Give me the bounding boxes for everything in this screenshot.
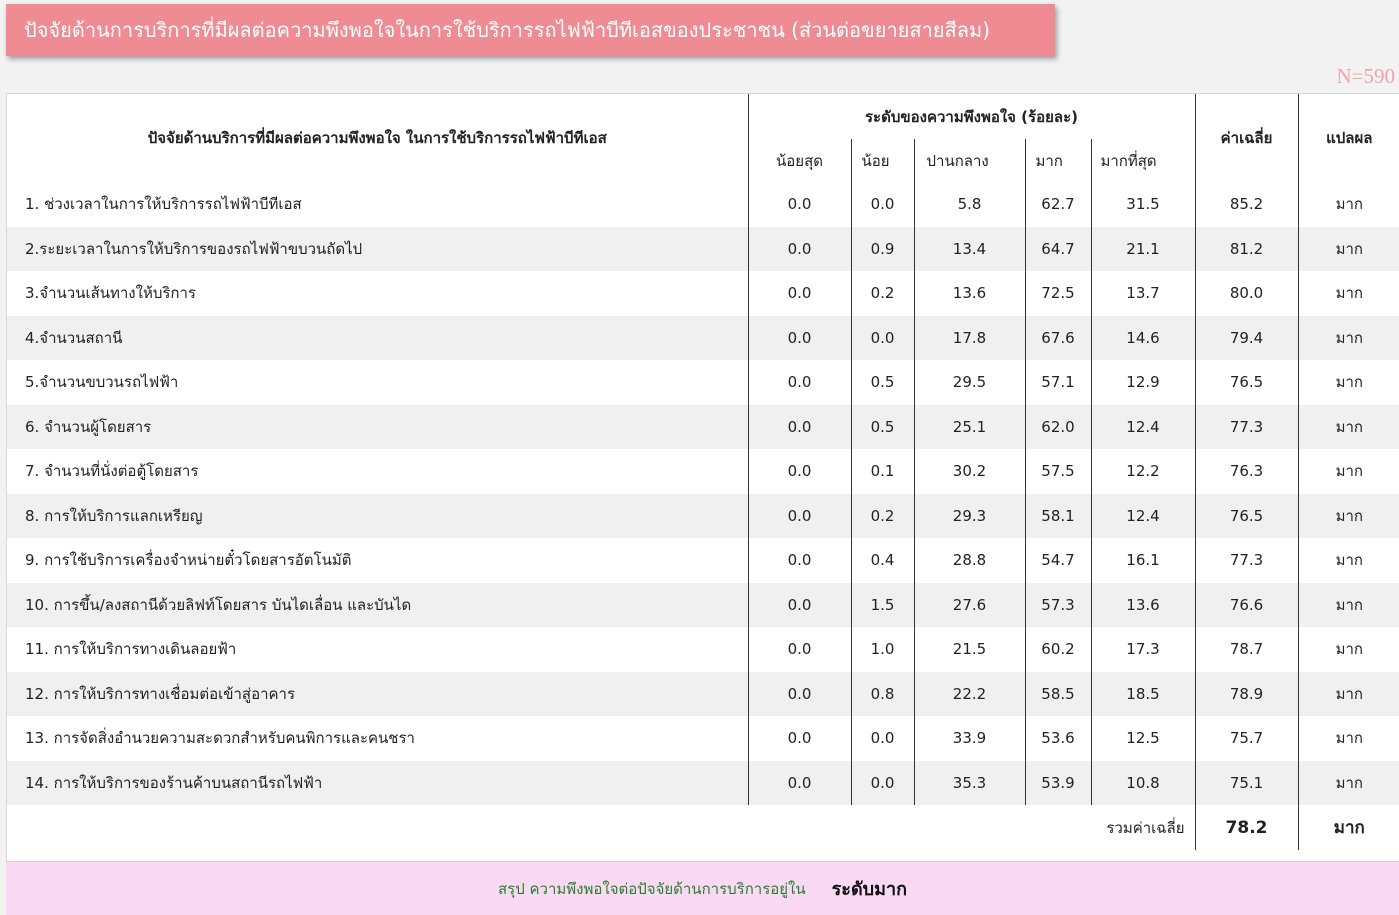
value-cell: 0.0 [748, 494, 851, 539]
value-cell: 57.5 [1025, 449, 1091, 494]
interpretation-cell: มาก [1335, 373, 1363, 392]
interpretation-cell: มาก [1335, 551, 1363, 570]
total-row [7, 805, 1399, 850]
interpretation-cell: มาก [1298, 227, 1399, 272]
value-cell: 0.0 [748, 405, 851, 450]
summary-text: สรุป ความพึงพอใจต่อปัจจัยด้านการบริการอยู่ใน [498, 879, 806, 898]
value-cell: 5.8 [914, 182, 1025, 227]
table-row [7, 583, 1399, 628]
table-row [7, 494, 1399, 539]
value-cell: 29.5 [914, 360, 1025, 405]
factor-cell: 14. การให้บริการของร้านค้าบนสถานีรถไฟฟ้า [7, 761, 748, 806]
interpretation-cell: มาก [1298, 583, 1399, 628]
interpretation-cell: มาก [1298, 761, 1399, 806]
average-cell: 76.5 [1195, 360, 1298, 405]
header-satisfaction-level: ระดับของความพึงพอใจ (ร้อยละ) [748, 94, 1195, 139]
average-cell: 76.6 [1195, 583, 1298, 628]
value-cell: 0.2 [851, 494, 914, 539]
value-cell: 27.6 [914, 583, 1025, 628]
value-cell: 29.3 [914, 494, 1025, 539]
value-cell: 10.8 [1091, 761, 1195, 806]
table-row [7, 627, 1399, 672]
value-cell: 0.0 [748, 182, 851, 227]
table-row [7, 182, 1399, 227]
value-cell: 14.6 [1091, 316, 1195, 361]
header-level-moderate: ปานกลาง [914, 139, 1025, 182]
header-level-much: มาก [1025, 139, 1091, 182]
value-cell: 0.5 [851, 405, 914, 450]
factor-cell: 3.จำนวนเส้นทางให้บริการ [7, 271, 748, 316]
value-cell: 57.1 [1025, 360, 1091, 405]
value-cell: 60.2 [1025, 627, 1091, 672]
average-cell: 77.3 [1195, 405, 1298, 450]
value-cell: 58.1 [1025, 494, 1091, 539]
value-cell: 0.0 [851, 761, 914, 806]
total-interpretation: มาก [1333, 818, 1365, 838]
value-cell: 17.8 [914, 316, 1025, 361]
value-cell: 13.4 [914, 227, 1025, 272]
average-cell: 75.1 [1195, 761, 1298, 806]
value-cell: 31.5 [1091, 182, 1195, 227]
value-cell: 0.9 [851, 227, 914, 272]
factor-cell: 4.จำนวนสถานี [7, 316, 748, 361]
satisfaction-table [6, 93, 1399, 915]
table-row [7, 227, 1399, 272]
value-cell: 0.1 [851, 449, 914, 494]
value-cell: 0.0 [748, 761, 851, 806]
value-cell: 30.2 [914, 449, 1025, 494]
value-cell: 13.6 [1091, 583, 1195, 628]
table-row [7, 449, 1399, 494]
value-cell: 62.0 [1025, 405, 1091, 450]
value-cell: 0.0 [748, 538, 851, 583]
value-cell: 0.0 [748, 449, 851, 494]
table-row [7, 360, 1399, 405]
value-cell: 0.0 [748, 316, 851, 361]
value-cell: 62.7 [1025, 182, 1091, 227]
value-cell: 21.1 [1091, 227, 1195, 272]
value-cell: 57.3 [1025, 583, 1091, 628]
average-cell: 80.0 [1195, 271, 1298, 316]
value-cell: 0.0 [748, 583, 851, 628]
header-level-less: น้อย [851, 139, 914, 182]
value-cell: 0.2 [851, 271, 914, 316]
summary-level: ระดับมาก [831, 879, 907, 900]
interpretation-cell: มาก [1298, 672, 1399, 717]
value-cell: 22.2 [914, 672, 1025, 717]
factor-cell: 2.ระยะเวลาในการให้บริการของรถไฟฟ้าขบวนถัดไป [7, 227, 748, 272]
average-cell: 75.7 [1195, 716, 1298, 761]
value-cell: 53.9 [1025, 761, 1091, 806]
factor-cell: 1. ช่วงเวลาในการให้บริการรถไฟฟ้าบีทีเอส [7, 182, 748, 227]
value-cell: 53.6 [1025, 716, 1091, 761]
value-cell: 54.7 [1025, 538, 1091, 583]
value-cell: 12.9 [1091, 360, 1195, 405]
interpretation-cell: มาก [1335, 462, 1363, 481]
value-cell: 0.0 [748, 716, 851, 761]
value-cell: 12.4 [1091, 494, 1195, 539]
value-cell: 0.0 [748, 672, 851, 717]
value-cell: 13.7 [1091, 271, 1195, 316]
value-cell: 0.0 [748, 360, 851, 405]
interpretation-cell: มาก [1335, 284, 1363, 303]
value-cell: 0.4 [851, 538, 914, 583]
value-cell: 0.5 [851, 360, 914, 405]
factor-cell: 10. การขึ้น/ลงสถานีด้วยลิฟท์โดยสาร บันไดเลื่อน และบันได [7, 583, 748, 628]
table-row [7, 271, 1399, 316]
value-cell: 17.3 [1091, 627, 1195, 672]
value-cell: 0.0 [851, 316, 914, 361]
table-row [7, 316, 1399, 361]
value-cell: 0.0 [851, 716, 914, 761]
interpretation-cell: มาก [1298, 405, 1399, 450]
summary-bar [6, 861, 1399, 915]
average-cell: 85.2 [1195, 182, 1298, 227]
value-cell: 58.5 [1025, 672, 1091, 717]
average-cell: 76.3 [1195, 449, 1298, 494]
factor-cell: 6. จำนวนผู้โดยสาร [7, 405, 748, 450]
interpretation-cell: มาก [1335, 729, 1363, 748]
average-cell: 77.3 [1195, 538, 1298, 583]
value-cell: 12.5 [1091, 716, 1195, 761]
value-cell: 18.5 [1091, 672, 1195, 717]
average-cell: 76.5 [1195, 494, 1298, 539]
table-row [7, 405, 1399, 450]
value-cell: 1.0 [851, 627, 914, 672]
value-cell: 28.8 [914, 538, 1025, 583]
interpretation-cell: มาก [1298, 494, 1399, 539]
total-average: 78.2 [1195, 805, 1298, 850]
factor-cell: 9. การใช้บริการเครื่องจำหน่ายตั๋วโดยสารอัตโนมัติ [7, 538, 748, 583]
value-cell: 0.0 [748, 271, 851, 316]
value-cell: 12.2 [1091, 449, 1195, 494]
factor-cell: 7. จำนวนที่นั่งต่อตู้โดยสาร [7, 449, 748, 494]
value-cell: 0.0 [748, 627, 851, 672]
interpretation-cell: มาก [1335, 640, 1363, 659]
value-cell: 13.6 [914, 271, 1025, 316]
factor-cell: 13. การจัดสิ่งอำนวยความสะดวกสำหรับคนพิการและคนชรา [7, 716, 748, 761]
interpretation-cell: มาก [1298, 316, 1399, 361]
total-label: รวมค่าเฉลี่ย [7, 805, 1195, 850]
factor-cell: 11. การให้บริการทางเดินลอยฟ้า [7, 627, 748, 672]
factor-cell: 8. การให้บริการแลกเหรียญ [7, 494, 748, 539]
factor-cell: 5.จำนวนขบวนรถไฟฟ้า [7, 360, 748, 405]
interpretation-cell: มาก [1335, 195, 1363, 214]
average-cell: 81.2 [1195, 227, 1298, 272]
value-cell: 67.6 [1025, 316, 1091, 361]
header-interpretation: แปลผล [1326, 129, 1373, 147]
table-row [7, 672, 1399, 717]
value-cell: 35.3 [914, 761, 1025, 806]
value-cell: 12.4 [1091, 405, 1195, 450]
value-cell: 21.5 [914, 627, 1025, 672]
header-level-most: มากที่สุด [1091, 139, 1195, 182]
value-cell: 72.5 [1025, 271, 1091, 316]
table-row [7, 761, 1399, 806]
table-row [7, 716, 1399, 761]
value-cell: 64.7 [1025, 227, 1091, 272]
value-cell: 1.5 [851, 583, 914, 628]
header-level-least: น้อยสุด [748, 139, 851, 182]
header-average: ค่าเฉลี่ย [1195, 94, 1298, 182]
value-cell: 0.0 [851, 182, 914, 227]
header-factor: ปัจจัยด้านบริการที่มีผลต่อความพึงพอใจ ในการใช้บริการรถไฟฟ้าบีทีเอส [7, 94, 748, 182]
value-cell: 0.8 [851, 672, 914, 717]
factor-cell: 12. การให้บริการทางเชื่อมต่อเข้าสู่อาคาร [7, 672, 748, 717]
average-cell: 79.4 [1195, 316, 1298, 361]
average-cell: 78.7 [1195, 627, 1298, 672]
value-cell: 0.0 [748, 227, 851, 272]
table-row [7, 538, 1399, 583]
value-cell: 25.1 [914, 405, 1025, 450]
page-title: ปัจจัยด้านการบริการที่มีผลต่อความพึงพอใจในการใช้บริการรถไฟฟ้าบีทีเอสของประชาชน (ส่วนต่อขยายสายสีลม) [6, 4, 1055, 56]
average-cell: 78.9 [1195, 672, 1298, 717]
value-cell: 33.9 [914, 716, 1025, 761]
sample-size-label: N=590 [1336, 64, 1395, 88]
value-cell: 16.1 [1091, 538, 1195, 583]
